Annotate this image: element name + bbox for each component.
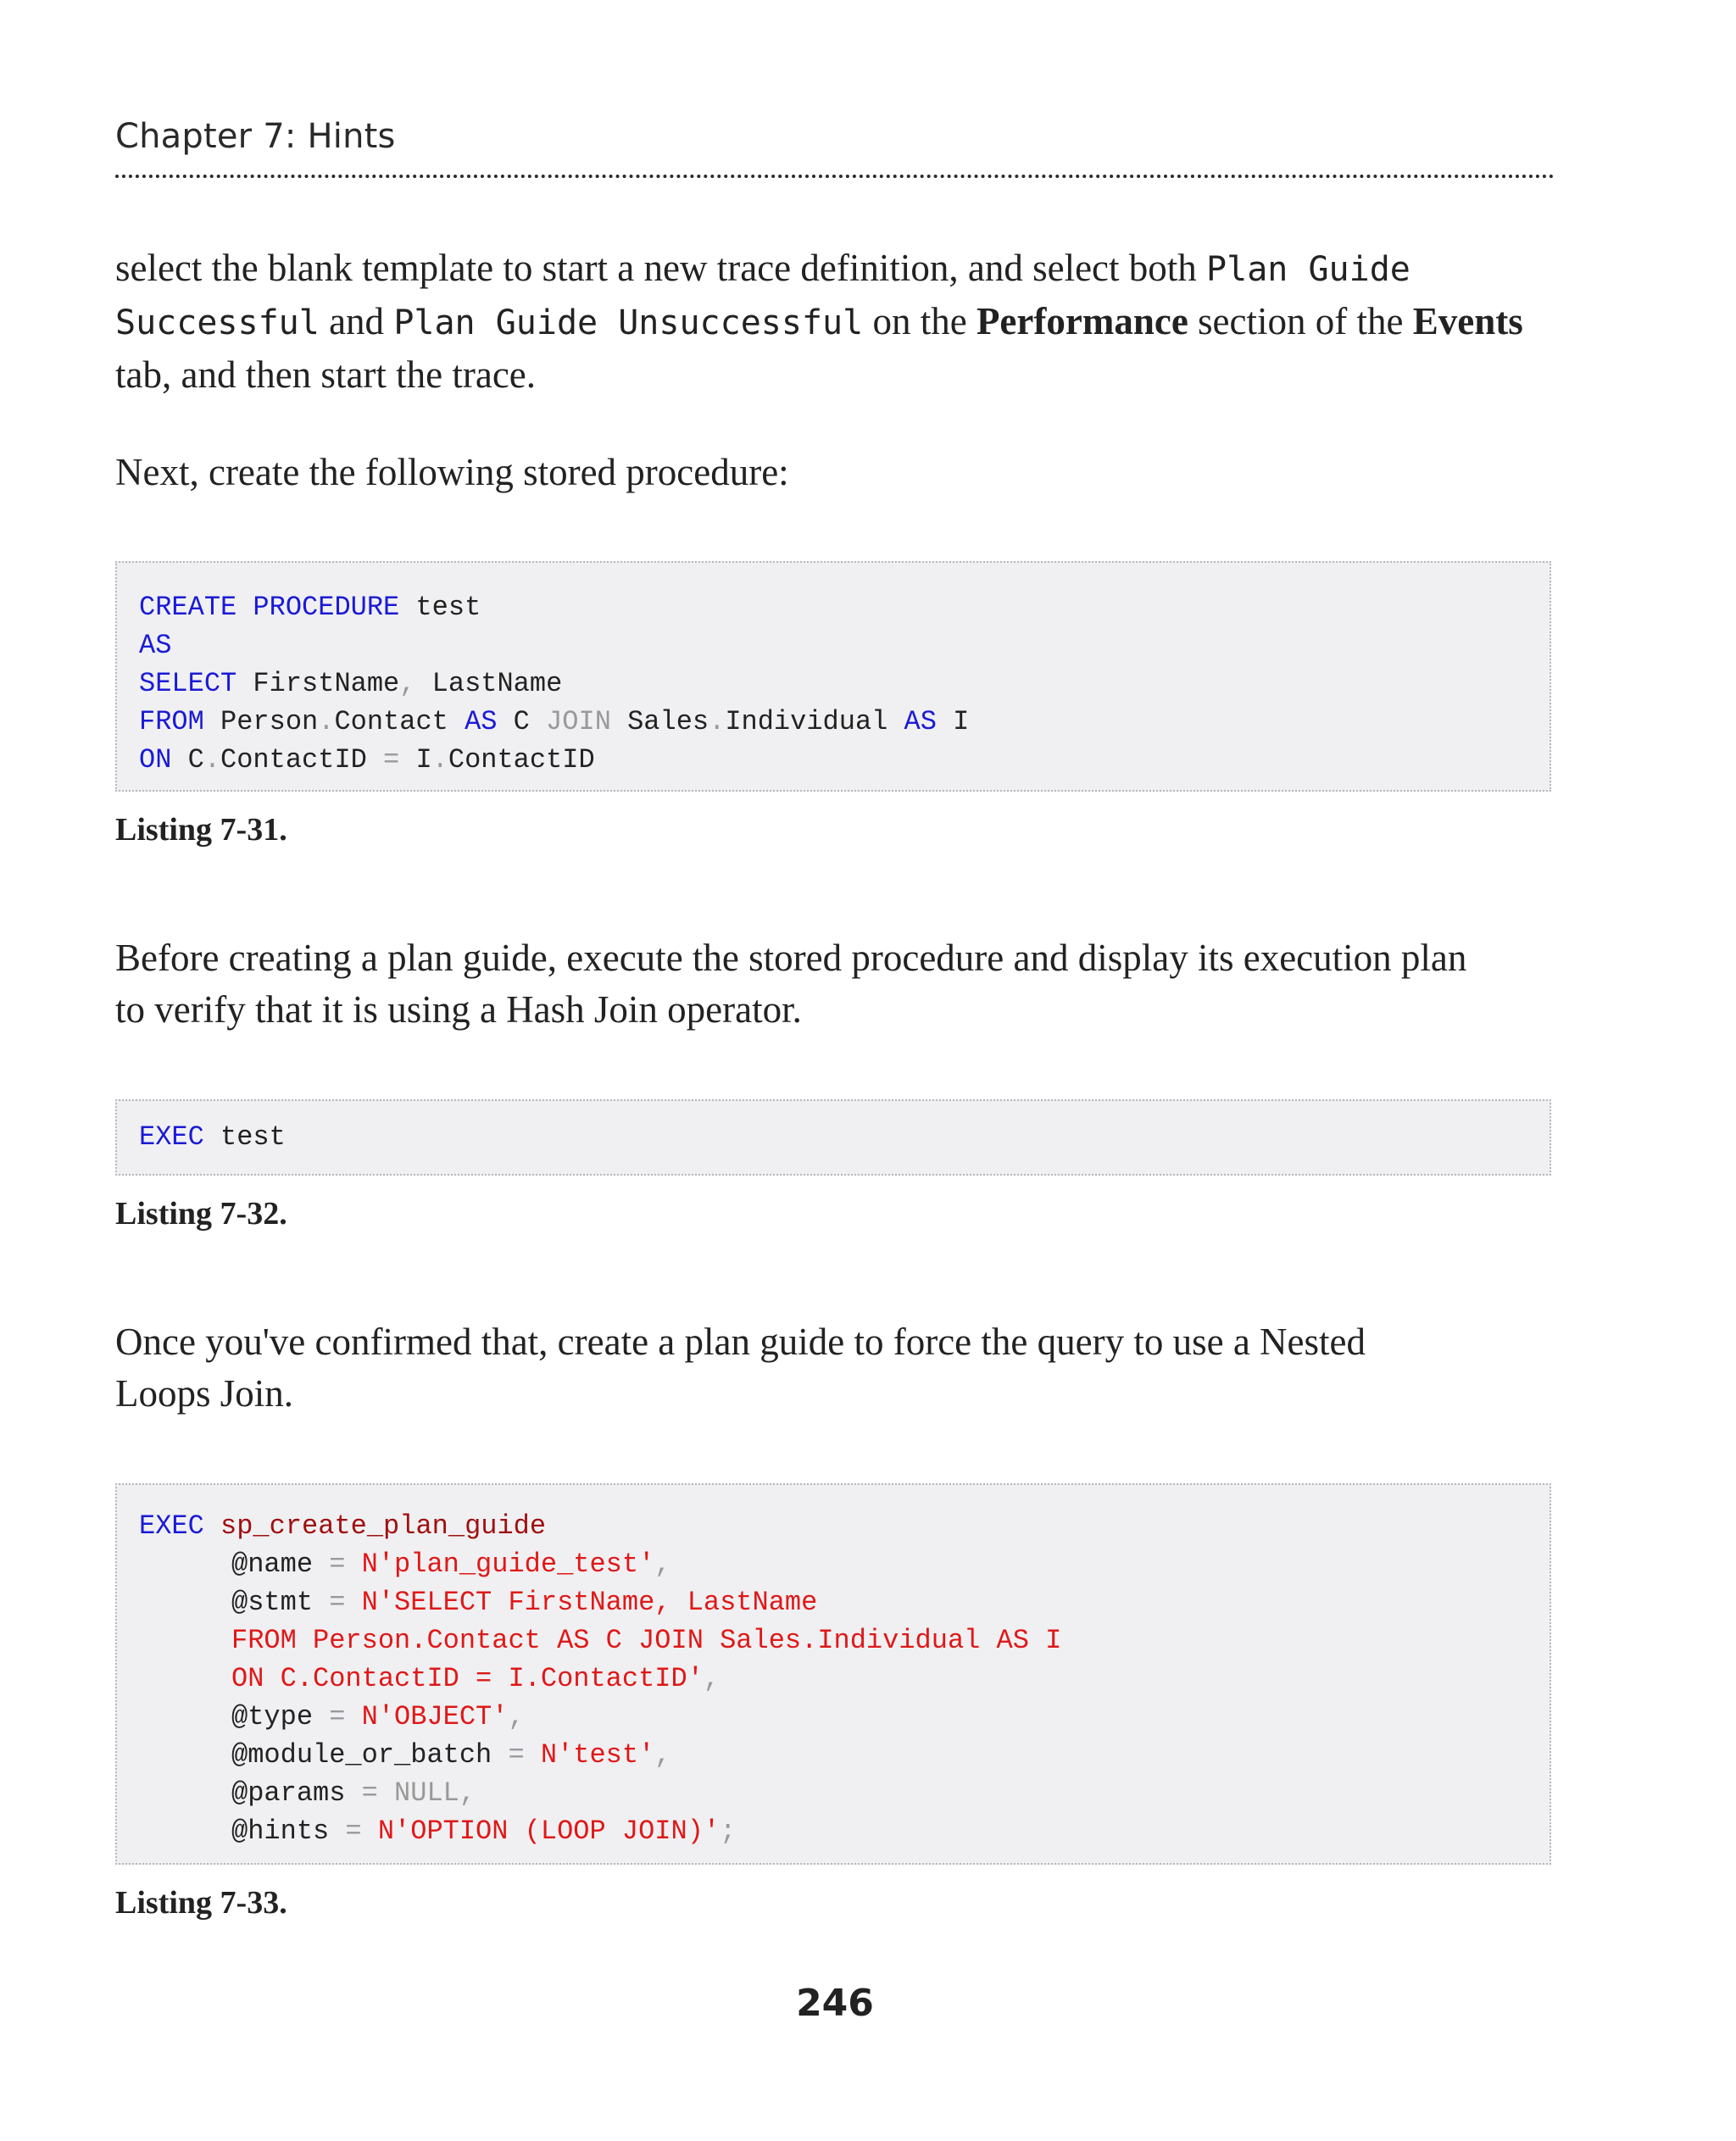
code-text: FirstName <box>236 668 400 699</box>
inline-code: Successful <box>115 303 320 342</box>
code-punct: . <box>431 744 448 776</box>
code-punct: , <box>399 668 416 699</box>
code-line <box>139 626 171 665</box>
listing-caption: Listing 7-33. <box>115 1885 287 1921</box>
paragraph-create-procedure: Next, create the following stored procedure: <box>115 451 789 493</box>
code-punct: = <box>329 1549 346 1580</box>
code-param: @name <box>231 1549 330 1580</box>
code-string: N'SELECT FirstName, LastName <box>345 1587 818 1618</box>
code-line <box>139 1118 286 1156</box>
code-text: LastName <box>415 668 563 699</box>
code-text: test <box>203 1121 286 1153</box>
code-procedure-name: sp_create_plan_guide <box>203 1510 547 1542</box>
code-text: I <box>399 744 432 776</box>
code-punct: , <box>654 1549 671 1580</box>
code-line <box>231 1736 670 1774</box>
code-keyword: FROM <box>139 706 204 737</box>
paragraph-line <box>115 242 1555 296</box>
body-text: on the <box>863 300 976 342</box>
code-keyword: EXEC <box>139 1121 204 1153</box>
code-punct: = <box>508 1739 525 1771</box>
code-param: @type <box>231 1701 330 1732</box>
inline-code: Plan Guide <box>1206 250 1410 289</box>
code-text: C <box>171 744 204 776</box>
paragraph-line: Loops Join. <box>115 1372 294 1415</box>
code-punct: . <box>709 706 726 737</box>
code-punct: ; <box>720 1816 737 1847</box>
chapter-header: Chapter 7: Hints <box>115 117 396 156</box>
code-text: Person <box>203 706 319 737</box>
body-text: section of the <box>1188 300 1413 342</box>
code-param: @stmt <box>231 1587 330 1618</box>
code-keyword: CREATE PROCEDURE <box>139 592 400 623</box>
code-text: ContactID <box>220 744 384 776</box>
code-punct: = <box>383 744 400 776</box>
code-punct: . <box>203 744 221 776</box>
code-block-listing-33 <box>115 1483 1551 1865</box>
paragraph-trace-instructions <box>115 242 1555 401</box>
paragraph-line <box>115 296 1555 349</box>
code-line <box>139 588 481 626</box>
code-punct: , <box>703 1663 721 1694</box>
listing-caption: Listing 7-31. <box>115 812 287 848</box>
code-line <box>231 1698 525 1736</box>
code-punct: = <box>345 1816 362 1847</box>
inline-code: Plan Guide Unsuccessful <box>393 303 864 342</box>
code-text: I <box>936 706 970 737</box>
code-param: @module_or_batch <box>231 1739 509 1771</box>
code-line <box>139 703 969 741</box>
paragraph-line: Before creating a plan guide, execute the stored procedure and display its execution plan <box>115 937 1467 979</box>
paragraph-nested-loops <box>115 1316 1555 1420</box>
code-param: @params <box>231 1777 362 1809</box>
code-line <box>231 1545 670 1583</box>
code-param: @hints <box>231 1816 346 1847</box>
body-text: and <box>319 300 394 342</box>
code-text: Sales <box>610 706 709 737</box>
bold-text: Events <box>1412 300 1523 342</box>
code-punct: , <box>654 1739 671 1771</box>
code-keyword: AS <box>904 706 937 737</box>
code-string: N'test' <box>524 1739 655 1771</box>
paragraph-before-plan-guide <box>115 932 1555 1036</box>
code-keyword: AS <box>465 706 498 737</box>
code-block-listing-31 <box>115 561 1551 792</box>
code-keyword-gray: JOIN <box>546 706 611 737</box>
code-text: test <box>399 592 481 623</box>
paragraph-line: Once you've confirmed that, create a plan guide to force the query to use a Nested <box>115 1321 1366 1363</box>
code-punct: = <box>361 1777 378 1809</box>
code-string: N'OPTION (LOOP JOIN)' <box>361 1816 721 1847</box>
bold-text: Performance <box>976 300 1188 342</box>
code-line <box>231 1583 817 1621</box>
code-string: ON C.ContactID = I.ContactID' <box>231 1663 704 1694</box>
code-line <box>231 1774 476 1812</box>
code-punct: . <box>318 706 335 737</box>
code-keyword: AS <box>139 630 172 661</box>
code-line <box>139 1507 546 1545</box>
code-string: N'OBJECT' <box>345 1701 509 1732</box>
code-string: N'plan_guide_test' <box>345 1549 655 1580</box>
code-text: ContactID <box>448 744 595 776</box>
header-divider <box>115 175 1555 178</box>
code-line <box>139 665 562 703</box>
code-punct: = <box>329 1701 346 1732</box>
code-keyword: EXEC <box>139 1510 204 1542</box>
page-number: 246 <box>796 1982 874 2025</box>
code-string: FROM Person.Contact AS C JOIN Sales.Individual AS I <box>231 1625 1062 1656</box>
code-line <box>231 1660 720 1698</box>
code-punct: = <box>329 1587 346 1618</box>
code-punct: , <box>459 1777 476 1809</box>
code-line <box>231 1812 736 1850</box>
code-line <box>139 741 595 779</box>
code-block-listing-32 <box>115 1099 1551 1176</box>
code-punct: , <box>508 1701 525 1732</box>
code-text: Contact <box>334 706 465 737</box>
paragraph-line: to verify that it is using a Hash Join operator. <box>115 988 802 1031</box>
code-text: Individual <box>725 706 904 737</box>
body-text: select the blank template to start a new trace definition, and select both <box>115 247 1207 289</box>
listing-caption: Listing 7-32. <box>115 1196 287 1232</box>
code-text: C <box>497 706 547 737</box>
code-keyword: ON <box>139 744 172 776</box>
paragraph-line: tab, and then start the trace. <box>115 353 537 396</box>
code-null: NULL <box>377 1777 459 1809</box>
code-keyword: SELECT <box>139 668 237 699</box>
code-line <box>231 1621 1061 1660</box>
